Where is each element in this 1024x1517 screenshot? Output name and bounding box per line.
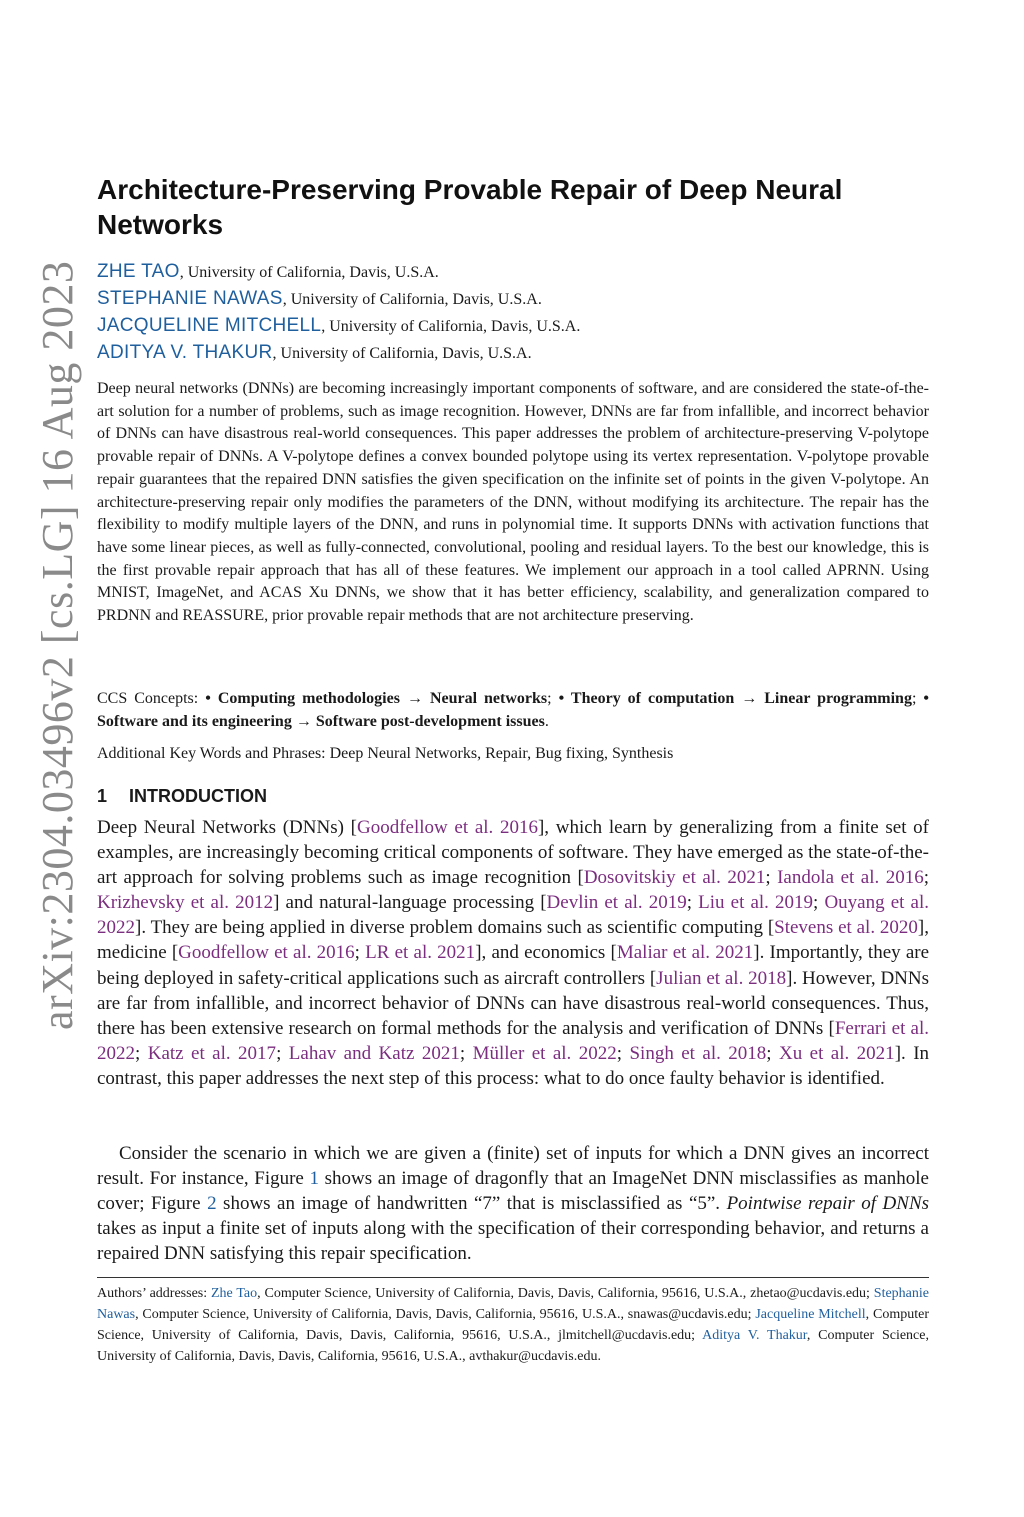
- footnote-author-link[interactable]: Stephanie Nawas: [97, 1286, 929, 1322]
- text-run: ;: [616, 1042, 630, 1064]
- author-affiliation: , University of California, Davis, U.S.A.: [282, 291, 542, 308]
- emphasis-term: Pointwise repair of DNNs: [726, 1193, 930, 1215]
- text-run: ] and natural-language processing [: [273, 892, 547, 914]
- abstract: Deep neural networks (DNNs) are becoming increasingly important components of software, and are considered the state-of-the-art solution for a number of problems, such as image recognition. However, DNNs are far from infallible, and incorrect behavior of DNNs can have disastrous real-world consequences. This paper addresses the problem of architecture-preserving V-polytope provable repair of DNNs. A V-polytope defines a convex bounded polytope using its vertex representation. V-polytope provable repair guarantees that the repaired DNN satisfies the given specification on the infinite set of points in the given V-polytope. An architecture-preserving repair only modifies the parameters of the DNN, without modifying its architecture. The repair has the flexibility to modify multiple layers of the DNN, and runs in polynomial time. It supports DNNs with activation functions that have some linear pieces, as well as fully-connected, convolutional, pooling and residual layers. To the best our knowledge, this is the first provable repair approach that has all of these features. We implement our approach in a tool called APRNN. Using MNIST, ImageNet, and ACAS Xu DNNs, we show that it has better efficiency, scalability, and generalization compared to PRDNN and REASSURE, prior provable repair methods that are not architecture preserving.: [97, 380, 929, 625]
- ccs-concept: • Computing methodologies → Neural networks: [205, 690, 548, 707]
- paper-title: Architecture-Preserving Provable Repair of Deep Neural Networks: [97, 174, 843, 240]
- text-run: , Computer Science, University of California, Davis, Davis, California, 95616, U.S.A., jlmitchell@ucdavis.edu;: [97, 1307, 929, 1343]
- citation-link[interactable]: Krizhevsky et al. 2012: [97, 892, 274, 914]
- author-entry: [97, 339, 929, 366]
- text-run: ]. However, DNNs are far from infallible, and incorrect behavior of DNNs can have disastrous real-world consequences. Thus, there has been extensive research on formal methods for the analysis and verification of DNNs [: [97, 967, 930, 1039]
- text-run: ;: [135, 1042, 148, 1064]
- author-affiliation: , University of California, Davis, U.S.A.: [321, 318, 581, 335]
- citation-link[interactable]: Maliar et al. 2021: [616, 942, 754, 964]
- ccs-separator: ;: [911, 690, 924, 707]
- citation-link[interactable]: Singh et al. 2018: [629, 1042, 767, 1064]
- citation-link[interactable]: Iandola et al. 2016: [777, 867, 924, 889]
- text-run: ;: [813, 892, 825, 914]
- footnote-author-link[interactable]: Zhe Tao: [210, 1286, 258, 1301]
- text-run: ;: [459, 1042, 473, 1064]
- text-run: shows an image of dragonfly that an ImageNet DNN misclassifies as manhole cover; Figure: [97, 1168, 929, 1215]
- citation-link[interactable]: Julian et al. 2018: [656, 967, 787, 989]
- citation-link[interactable]: Liu et al. 2019: [698, 892, 814, 914]
- text-run: shows an image of handwritten “7” that is misclassified as “5”.: [216, 1193, 727, 1215]
- author-entry: [97, 285, 929, 312]
- citation-link[interactable]: Devlin et al. 2019: [546, 892, 687, 914]
- author-entry: [97, 312, 929, 339]
- text-run: , Computer Science, University of California, Davis, Davis, California, 95616, U.S.A., snawas@ucdavis.edu;: [135, 1307, 756, 1322]
- text-run: ;: [923, 867, 930, 889]
- author-affiliation: , University of California, Davis, U.S.A.: [179, 264, 439, 281]
- text-run: ], which learn by generalizing from a finite set of examples, are increasingly becoming critical components of software. They have emerged as the state-of-the-art approach for solving problems such as image recognition [: [97, 817, 929, 889]
- text-run: ;: [765, 867, 778, 889]
- authors-addresses-footnote: [97, 1283, 929, 1367]
- citation-link[interactable]: Xu et al. 2021: [779, 1042, 895, 1064]
- ccs-separator: ;: [547, 690, 559, 707]
- author-name[interactable]: STEPHANIE NAWAS: [97, 288, 283, 309]
- text-run: ]. Importantly, they are being deployed in safety-critical applications such as aircraft controllers [: [97, 942, 930, 989]
- text-run: ;: [354, 942, 366, 964]
- citation-link[interactable]: Katz et al. 2017: [147, 1042, 277, 1064]
- footnote-author-link[interactable]: Jacqueline Mitchell: [755, 1307, 866, 1322]
- text-run: ], and economics [: [475, 942, 617, 964]
- ccs-end: .: [544, 713, 549, 730]
- author-name[interactable]: ADITYA V. THAKUR: [97, 342, 273, 363]
- ccs-concept: • Software and its engineering → Software post-development issues: [97, 690, 930, 730]
- author-affiliation: , University of California, Davis, U.S.A.: [272, 345, 532, 362]
- text-run: ], medicine [: [97, 917, 929, 964]
- intro-paragraph: [97, 815, 929, 1091]
- author-name[interactable]: JACQUELINE MITCHELL: [97, 315, 322, 336]
- text-run: Deep Neural Networks (DNNs) [: [97, 817, 357, 838]
- figure-reference[interactable]: 1: [309, 1168, 319, 1190]
- citation-link[interactable]: Ouyang et al. 2022: [97, 892, 929, 939]
- keywords: Additional Key Words and Phrases: Deep Neural Networks, Repair, Bug fixing, Synthesis: [97, 745, 674, 762]
- citation-link[interactable]: LR et al. 2021: [365, 942, 476, 964]
- text-run: ]. In contrast, this paper addresses the next step of this process: what to do once faulty behavior is identified.: [97, 1042, 930, 1089]
- text-run: ]. They are being applied in diverse problem domains such as scientific computing [: [135, 917, 775, 939]
- text-run: ;: [686, 892, 699, 914]
- ccs-concept: • Theory of computation → Linear programming: [558, 690, 912, 707]
- citation-link[interactable]: Goodfellow et al. 2016: [178, 942, 355, 964]
- text-run: ;: [276, 1042, 289, 1064]
- section-title: INTRODUCTION: [129, 786, 267, 806]
- text-run: , Computer Science, University of California, Davis, Davis, California, 95616, U.S.A., zhetao@ucdavis.edu;: [257, 1286, 874, 1301]
- text-run: Authors’ addresses:: [97, 1286, 211, 1301]
- section-heading: [97, 784, 267, 808]
- text-run: Consider the scenario in which we are given a (finite) set of inputs for which a DNN gives an incorrect result. For instance, Figure: [97, 1143, 929, 1190]
- ccs-concepts: [97, 687, 929, 733]
- citation-link[interactable]: Müller et al. 2022: [472, 1042, 617, 1064]
- author-entry: [97, 258, 929, 285]
- citation-link[interactable]: Goodfellow et al. 2016: [356, 817, 538, 838]
- ccs-label: CCS Concepts:: [97, 690, 206, 707]
- text-run: ;: [766, 1042, 779, 1064]
- intro-paragraph: [97, 1141, 929, 1266]
- citation-link[interactable]: Stevens et al. 2020: [774, 917, 918, 939]
- citation-link[interactable]: Lahav and Katz 2021: [288, 1042, 460, 1064]
- footnote-divider: [97, 1277, 929, 1278]
- text-run: takes as input a finite set of inputs along with the specification of their corresponding behavior, and returns a repaired DNN satisfying this repair specification.: [97, 1218, 929, 1265]
- section-number: 1: [97, 786, 108, 806]
- author-list: [97, 258, 929, 366]
- citation-link[interactable]: Ferrari et al. 2022: [97, 1017, 929, 1064]
- figure-reference[interactable]: 2: [207, 1193, 217, 1215]
- text-run: , Computer Science, University of California, Davis, Davis, California, 95616, U.S.A., avthakur@ucdavis.edu.: [97, 1328, 929, 1364]
- citation-link[interactable]: Dosovitskiy et al. 2021: [583, 867, 766, 889]
- arxiv-identifier: arXiv:2304.03496v2 [cs.LG] 16 Aug 2023: [33, 260, 82, 1030]
- author-name[interactable]: ZHE TAO: [97, 261, 180, 282]
- footnote-author-link[interactable]: Aditya V. Thakur: [702, 1328, 807, 1343]
